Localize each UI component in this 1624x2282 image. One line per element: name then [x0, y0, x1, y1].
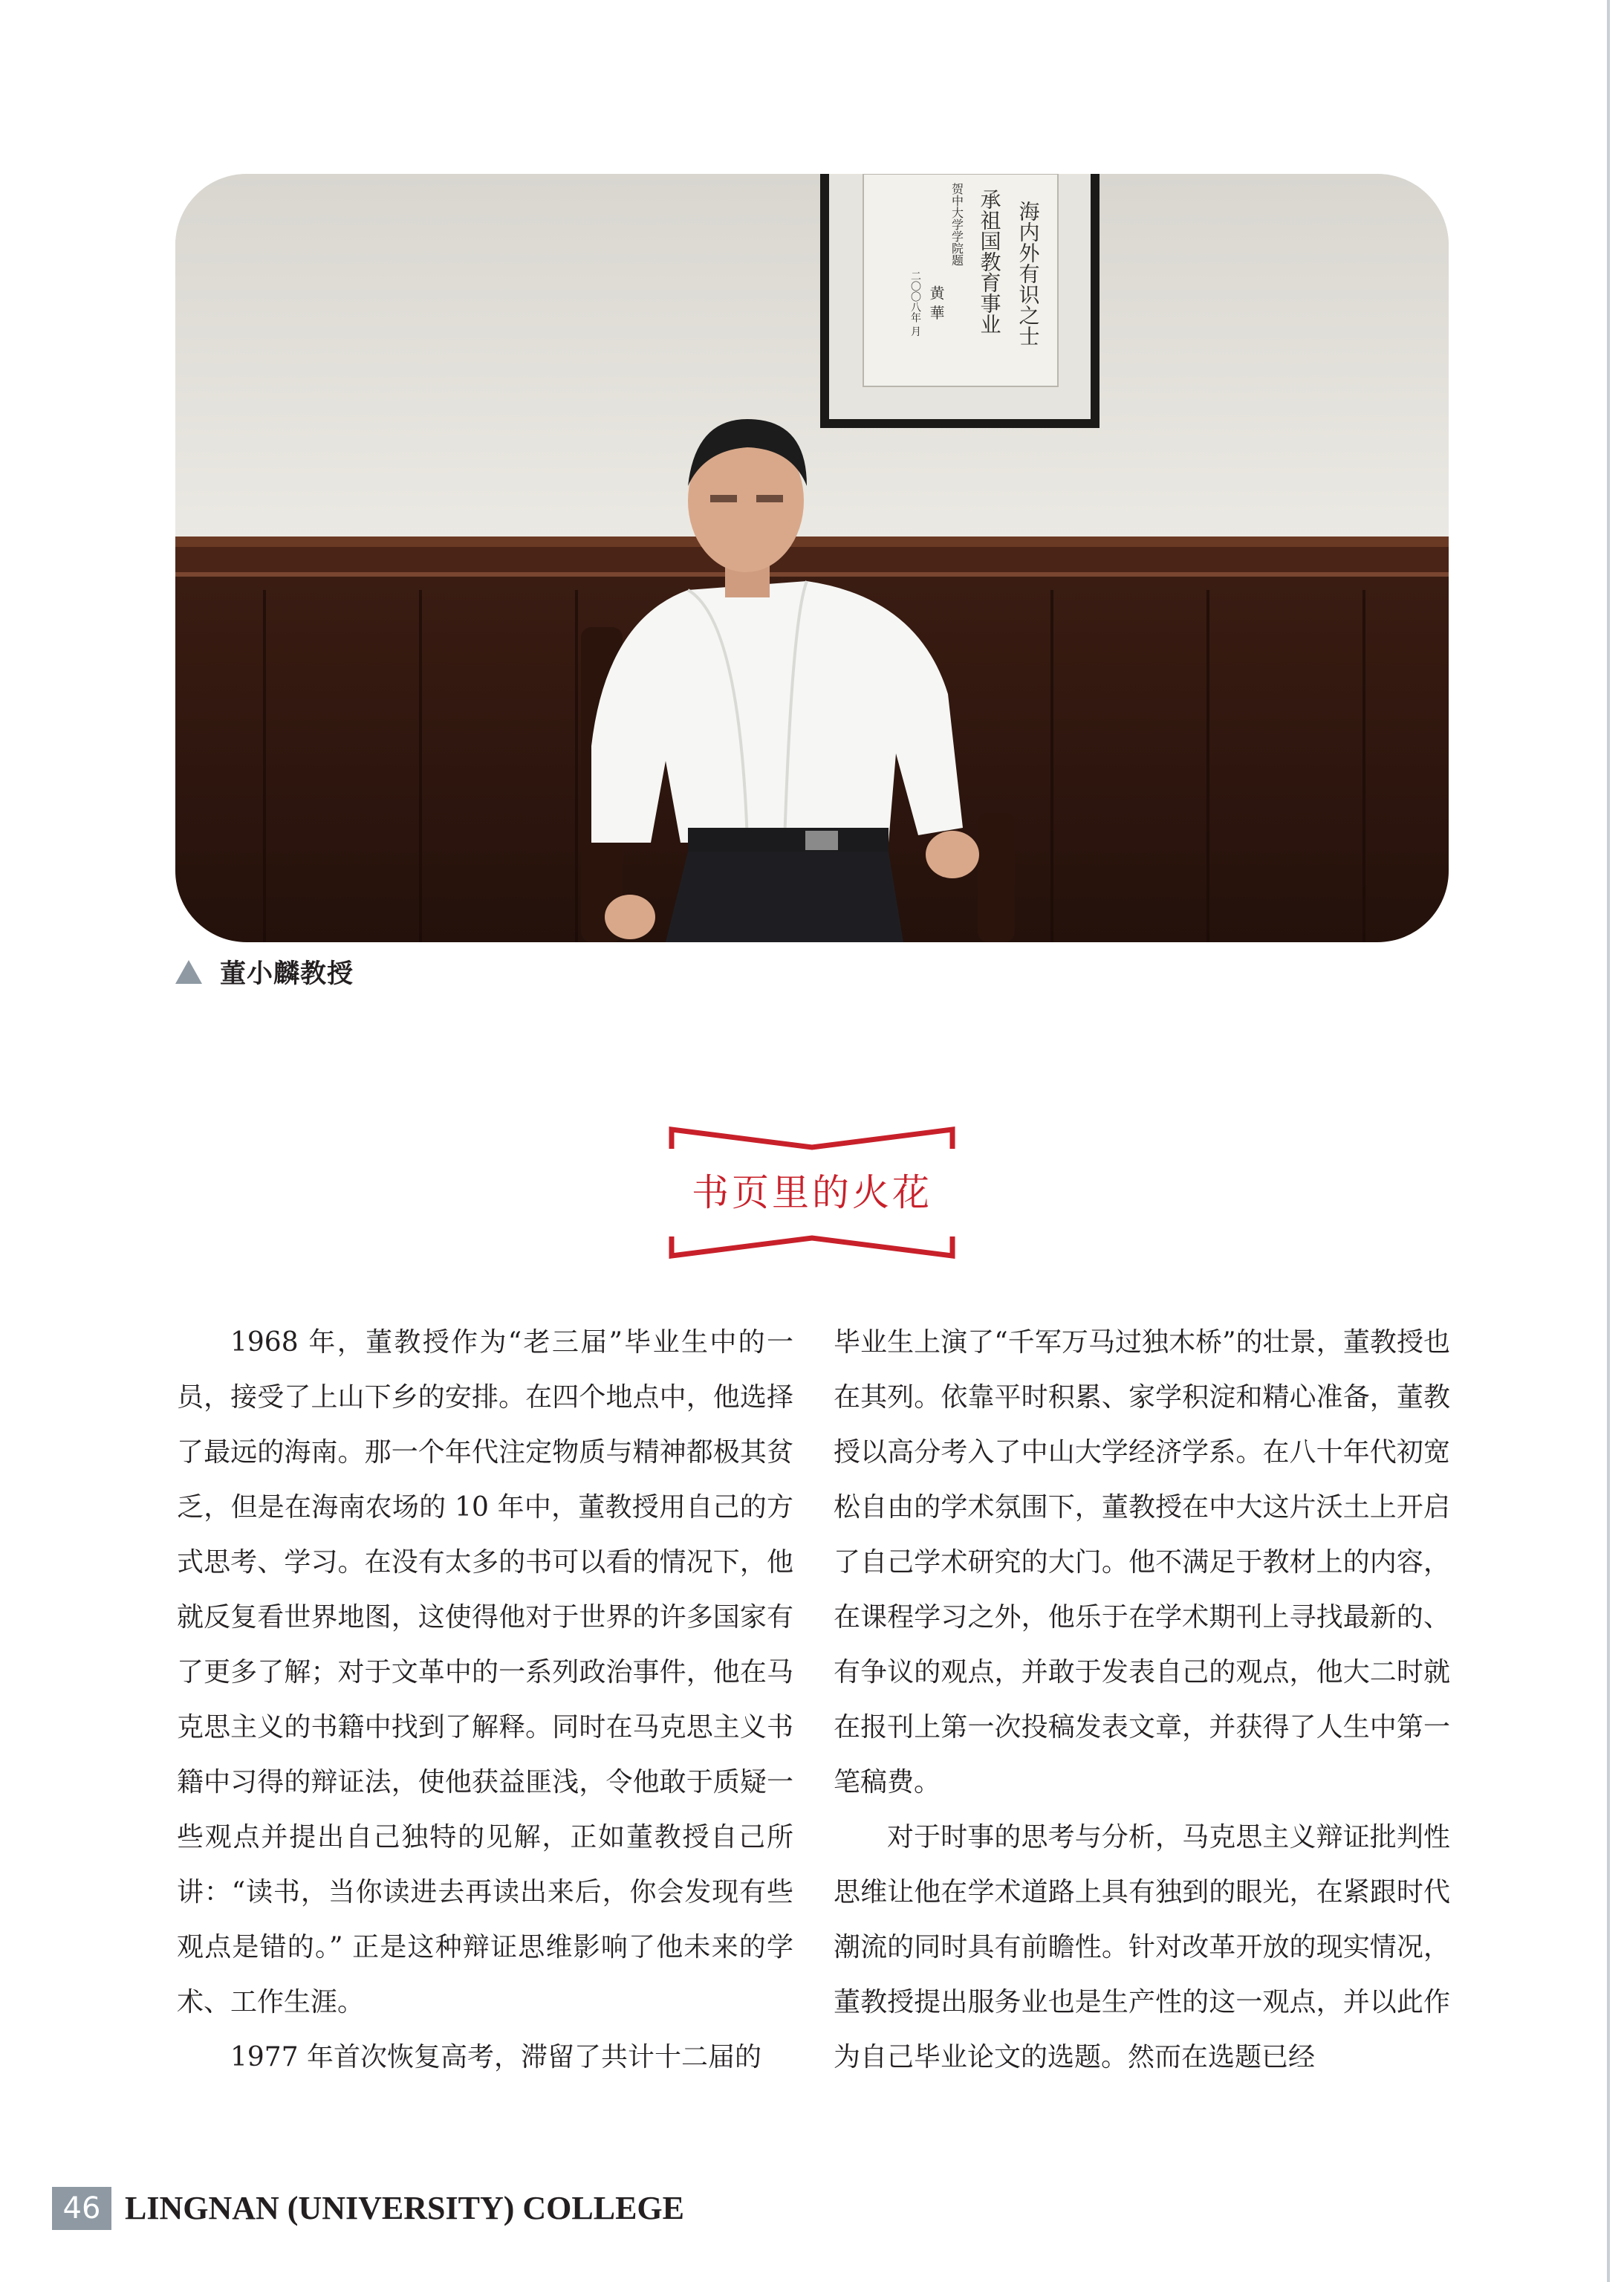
caption-text: 董小麟教授	[220, 959, 354, 989]
calligraphy-line: 承祖国教育事业	[977, 189, 1002, 334]
right-column	[834, 1315, 1450, 2085]
caption-triangle-icon	[175, 960, 202, 984]
portrait-photo-illustration	[175, 174, 1449, 942]
publication-title: LINGNAN (UNIVERSITY) COLLEGE	[125, 2189, 685, 2226]
calligraphy-line: 海内外有识之士	[1016, 201, 1041, 346]
calligraphy-line: 二〇〇八年 月	[909, 270, 921, 337]
page-edge-rule	[1607, 0, 1610, 2282]
calligraphy-line: 黄 華	[927, 285, 945, 320]
left-column	[177, 1315, 793, 2085]
paragraph: 1968 年，董教授作为“老三届”毕业生中的一员，接受了上山下乡的安排。在四个地点中，他选择了最远的海南。那一个年代注定物质与精神都极其贫乏，但是在海南农场的 10 年中，董教授用自己的方式思考、学习。在没有太多的书可以看的情况下，他就反复看世界地图，这使得他对于世界的许多国家有了更多了解；对于文革中的一系列政治事件，他在马克思主义的书籍中找到了解释。同时在马克思主义书籍中习得的辩证法，使他获益匪浅，令他敢于质疑一些观点并提出自己独特的见解，正如董教授自己所讲：“读书，当你读进去再读出来后，你会发现有些观点是错的。” 正是这种辩证思维影响了他未来的学术、工作生涯。	[177, 1327, 793, 2017]
portrait-photo	[175, 174, 1449, 942]
photo-caption	[175, 953, 354, 991]
section-heading	[669, 1125, 955, 1260]
paragraph: 对于时事的思考与分析，马克思主义辩证批判性思维让他在学术道路上具有独到的眼光，在紧跟时代潮流的同时具有前瞻性。针对改革开放的现实情况，董教授提出服务业也是生产性的这一观点，并以此作为自己毕业论文的选题。然而在选题已经	[834, 1822, 1450, 2072]
paragraph-continued: 毕业生上演了“千军万马过独木桥”的壮景，董教授也在其列。依靠平时积累、家学积淀和精心准备，董教授以高分考入了中山大学经济学系。在八十年代初宽松自由的学术氛围下，董教授在中大这片沃土上开启了自己学术研究的大门。他不满足于教材上的内容，在课程学习之外，他乐于在学术期刊上寻找最新的、有争议的观点，并敢于发表自己的观点，他大二时就在报刊上第一次投稿发表文章，并获得了人生中第一笔稿费。	[834, 1327, 1450, 1798]
page-number: 46	[52, 2187, 111, 2230]
section-title: 书页里的火花	[692, 1171, 932, 1214]
paragraph: 1977 年首次恢复高考，滞留了共计十二届的	[230, 2042, 762, 2072]
calligraphy-line: 贺中大学学院题	[949, 183, 964, 266]
